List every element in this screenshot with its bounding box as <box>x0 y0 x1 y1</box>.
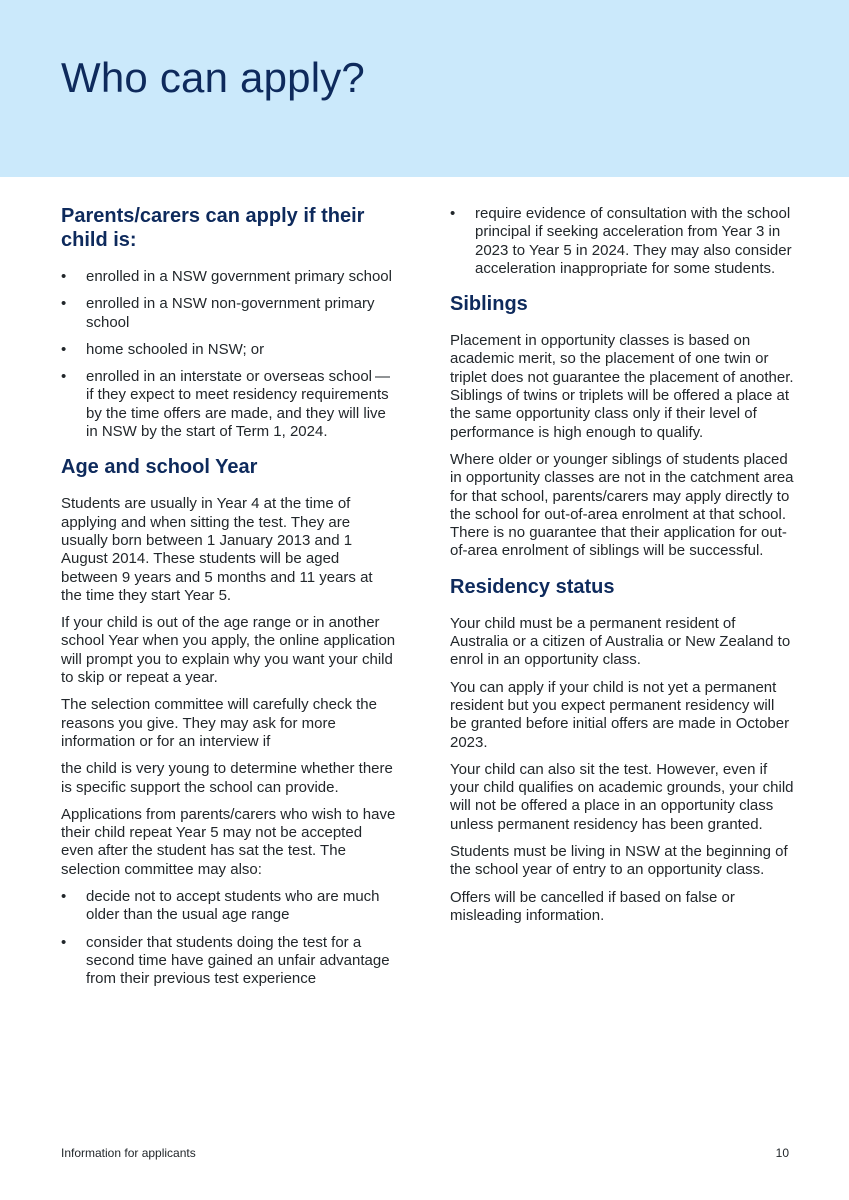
eligibility-list <box>61 268 396 441</box>
age-paragraph: If your child is out of the age range or in another school Year when you apply, the online application will prompt you to explain why you want your child to skip or repeat a year. <box>61 614 396 687</box>
list-item <box>61 268 396 286</box>
residency-paragraph: Students must be living in NSW at the beginning of the school year of entry to an opportunity class. <box>450 843 788 879</box>
committee-list-continued <box>450 205 795 278</box>
residency-paragraph: You can apply if your child is not yet a permanent resident but you expect permanent residency will be granted before initial offers are made in October 2023. <box>450 678 790 751</box>
bullet-icon: • <box>450 205 456 222</box>
left-column <box>61 204 396 1003</box>
age-paragraph: the child is very young to determine whether there is specific support the school can provide. <box>61 760 393 796</box>
committee-list <box>61 888 396 988</box>
list-item <box>450 205 795 278</box>
bullet-icon: • <box>61 888 67 906</box>
list-item <box>61 888 396 925</box>
list-item-text: require evidence of consultation with the school principal if seeking acceleration from Year 3 in 2023 to Year 5 in 2024. They may also consider acceleration inappropriate for some students. <box>475 205 792 277</box>
residency-heading: Residency status <box>450 575 615 598</box>
list-item-text: enrolled in a NSW government primary school <box>86 268 392 285</box>
bullet-icon: • <box>61 368 67 386</box>
list-item <box>61 341 396 359</box>
residency-paragraph: Offers will be cancelled if based on false or misleading information. <box>450 888 735 924</box>
age-paragraph: Applications from parents/carers who wish to have their child repeat Year 5 may not be accepted even after the student has sat the test. The selection committee may also: <box>61 805 396 878</box>
eligibility-heading: Parents/carers can apply if their child is: <box>61 205 365 251</box>
residency-paragraph: Your child can also sit the test. However, even if your child qualifies on academic grounds, your child will not be offered a place in an opportunity class unless permanent residency has been granted. <box>450 760 794 833</box>
list-item <box>61 368 396 441</box>
age-paragraph: The selection committee will carefully check the reasons you give. They may ask for more information or for an interview if <box>61 696 377 750</box>
age-heading: Age and school Year <box>61 456 258 479</box>
list-item <box>61 934 396 989</box>
siblings-paragraph: Placement in opportunity classes is based on academic merit, so the placement of one twin or triplet does not guarantee the placement of another. Siblings of twins or triplets will be offered a place at the same opportunity class only if their level of performance is high enough to qualify. <box>450 332 794 441</box>
title-banner <box>0 0 849 177</box>
page-title: Who can apply? <box>61 54 365 101</box>
bullet-icon: • <box>61 340 67 358</box>
list-item-text: enrolled in an interstate or overseas school — if they expect to meet residency requirements by the time offers are made, and they will live in NSW by the start of Term 1, 2024. <box>86 368 394 441</box>
age-paragraph: Students are usually in Year 4 at the time of applying and when sitting the test. They are usually born between 1 January 2013 and 1 August 2014. These students will be aged between 9 years and 5 months and 11 years at the time they start Year 5. <box>61 495 373 604</box>
siblings-heading: Siblings <box>450 293 528 316</box>
list-item-text: consider that students doing the test for a second time have gained an unfair advantage from their previous test experience <box>86 933 390 988</box>
bullet-icon: • <box>61 295 67 313</box>
siblings-paragraph: Where older or younger siblings of students placed in opportunity classes are not in the catchment area for that school, parents/carers may apply directly to the school for out-of-area enrolment at that school. There is no guarantee that their application for out-of-area enrolment of siblings will be successful. <box>450 450 794 560</box>
list-item-text: home schooled in NSW; or <box>86 340 265 358</box>
list-item-text: decide not to accept students who are much older than the usual age range <box>86 888 380 924</box>
list-item-text: enrolled in a NSW non-government primary school <box>86 295 375 331</box>
page-number: 10 <box>775 1146 789 1160</box>
footer-label: Information for applicants <box>61 1146 196 1160</box>
bullet-icon: • <box>61 933 67 951</box>
right-column <box>450 205 795 934</box>
list-item <box>61 295 396 332</box>
bullet-icon: • <box>61 268 67 285</box>
residency-paragraph: Your child must be a permanent resident of Australia or a citizen of Australia or New Zealand to enrol in an opportunity class. <box>450 614 791 669</box>
